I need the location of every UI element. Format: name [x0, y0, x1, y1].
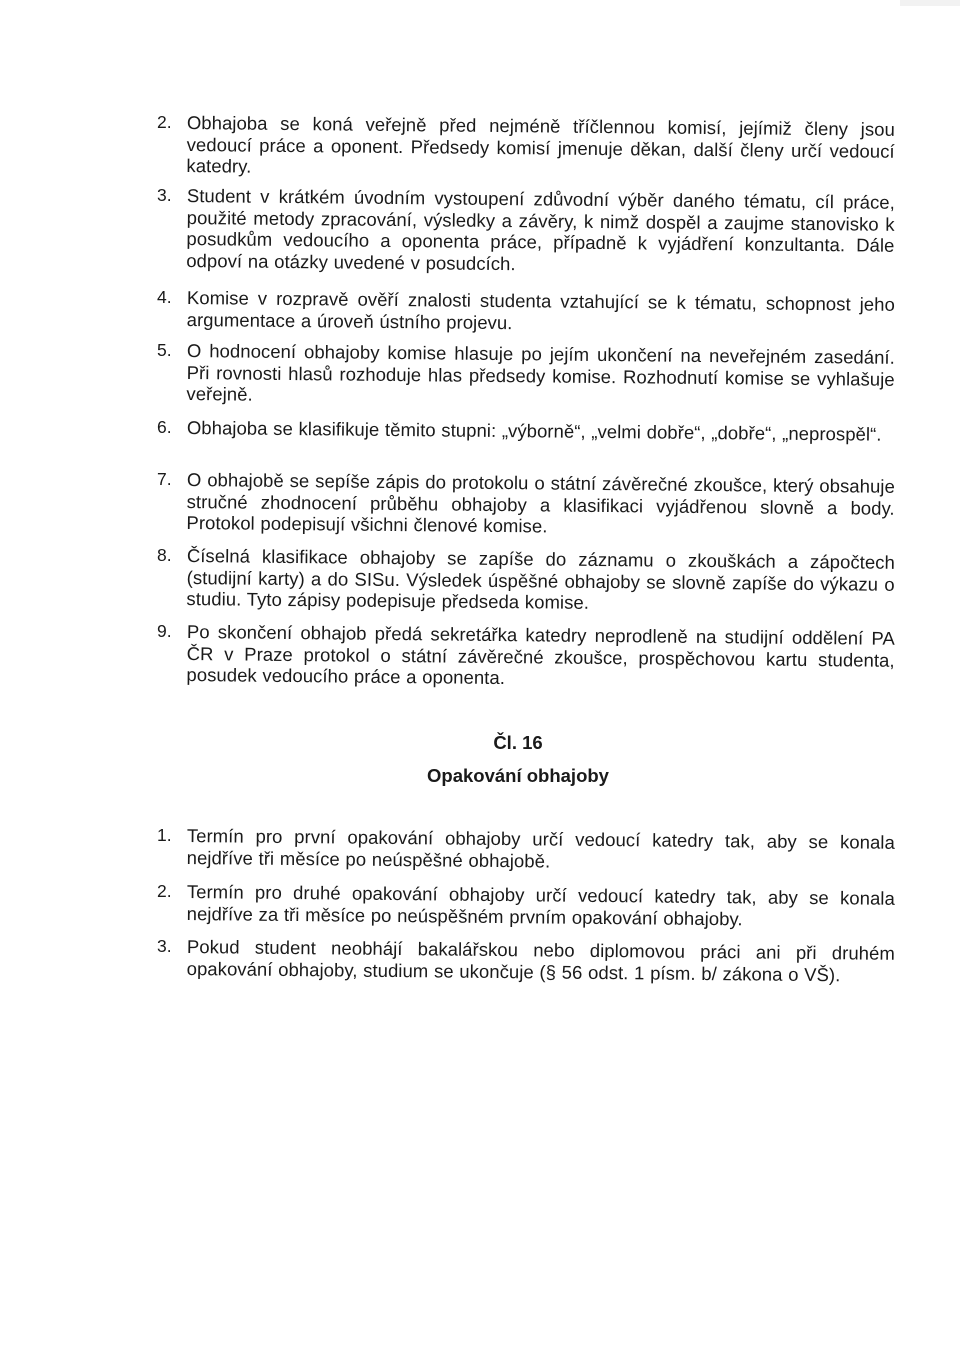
item-text: Obhajoba se klasifikuje těmito stupni: „výborně“, „velmi dobře“, „dobře“, „neprospěl“. [186, 417, 882, 445]
item-number: 5. [157, 340, 172, 360]
item-number: 6. [157, 417, 172, 437]
item-number: 3. [157, 936, 172, 956]
article-title: Opakování obhajoby [427, 765, 609, 786]
item-number: 9. [157, 621, 172, 641]
item-number: 2. [157, 881, 172, 901]
scan-edge-mark [900, 0, 960, 6]
article-number: Čl. 16 [493, 732, 543, 753]
item-text: O obhajobě se sepíše zápis do protokolu o státní závěrečné zkoušce, který obsahuje stručné zhodnocení průběhu obhajoby a klasifikaci vyjádřenou slovně a body. Protokol podepisují všichni členové komise. [186, 469, 895, 537]
item-number: 2. [157, 112, 172, 132]
item-text: Číselná klasifikace obhajoby se zapíše do záznamu o zkouškách a zápočtech (studijní karty) a do SISu. Výsledek úspěšné obhajoby se slovně zapíše do výkazu o studiu. Tyto zápisy podepisuje předseda komise. [186, 545, 895, 613]
item-text: Termín pro druhé opakování obhajoby určí vedoucí katedry tak, aby se konala nejdříve za tři měsíce po neúspěšném prvním opakování obhajoby. [186, 881, 895, 929]
item-text: Komise v rozpravě ověří znalosti studenta vztahující se k tématu, schopnost jeho argumentace a úroveň ústního projevu. [186, 287, 895, 333]
item-number: 7. [157, 469, 172, 489]
item-text: Po skončení obhajob předá sekretářka katedry neprodleně na studijní oddělení PA ČR v Praze protokol o státní závěrečné zkoušce, prospěchovou kartu studenta, posudek vedoucího práce a oponenta. [186, 621, 895, 689]
item-text: Student v krátkém úvodním vystoupení zdůvodní výběr daného tématu, cíl práce, použité metody zpracování, výsledky a závěry, k nimž dospěl a zaujme stanovisko k posudkům vedoucího a oponenta práce, případně k vyjádření konzultanta. Dále odpoví na otázky uvedené v posudcích. [186, 185, 895, 274]
item-number: 1. [157, 825, 172, 845]
item-text: Pokud student neobhájí bakalářskou nebo diplomovou práci ani při druhém opakování obhajoby, studium se ukončuje (§ 56 odst. 1 písm. b/ zákona o VŠ). [186, 936, 895, 985]
item-number: 4. [157, 287, 172, 307]
item-text: O hodnocení obhajoby komise hlasuje po jejím ukončení na neveřejném zasedání. Při rovnosti hlasů rozhoduje hlas předsedy komise. Rozhodnutí komise se vyhlašuje veřejně. [186, 340, 895, 405]
item-number: 3. [157, 185, 172, 205]
item-number: 8. [157, 545, 172, 565]
item-text: Obhajoba se koná veřejně před nejméně tříčlennou komisí, jejímiž členy jsou vedoucí práce a oponent. Předsedy komisí jmenuje děkan, další členy určí vedoucí katedry. [186, 112, 895, 177]
item-text: Termín pro první opakování obhajoby určí vedoucí katedry tak, aby se konala nejdříve tři měsíce po neúspěšné obhajobě. [186, 825, 895, 871]
